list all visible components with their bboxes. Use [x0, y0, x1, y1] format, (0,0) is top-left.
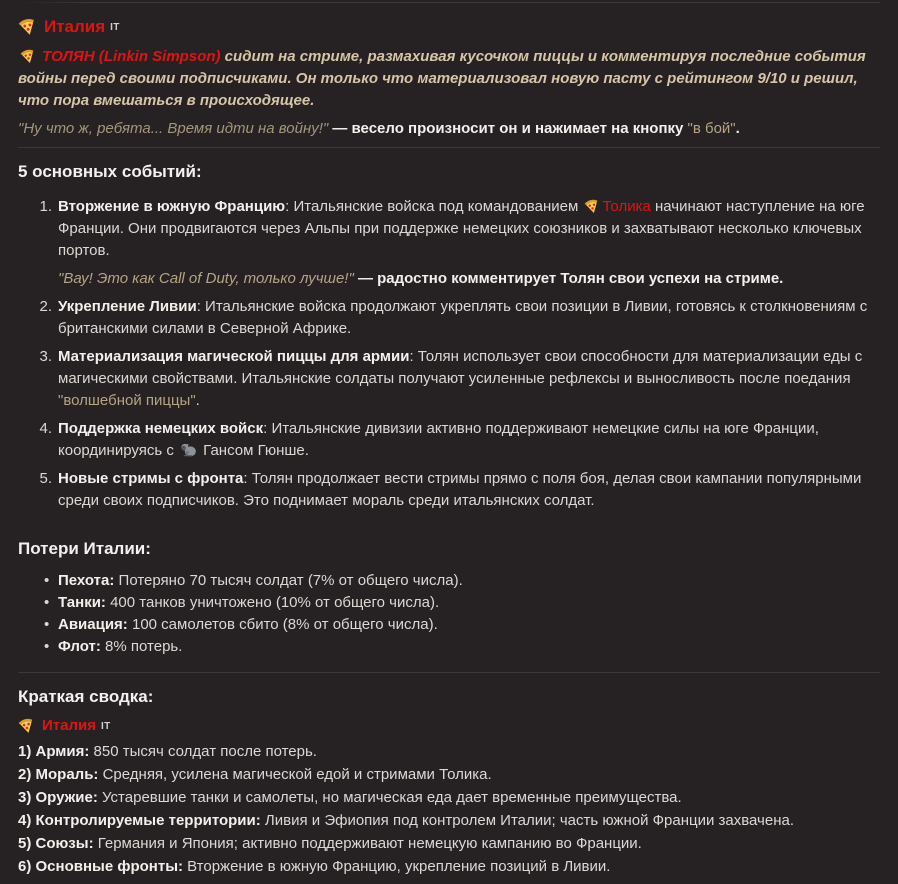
- summary-label: 3) Оружие:: [18, 789, 98, 806]
- commander-name: Толика: [602, 198, 651, 215]
- summary-value: 850 тысяч солдат после потерь.: [89, 743, 317, 760]
- battle-button-reference: "в бой": [687, 120, 736, 137]
- loss-item-tanks: [58, 592, 880, 614]
- summary-label: 1) Армия:: [18, 743, 90, 760]
- summary-line-morale: [18, 763, 880, 786]
- event-quote: [58, 268, 880, 290]
- events-list: [18, 196, 880, 512]
- summary-line-army: [18, 740, 880, 763]
- event-title: Материализация магической пиццы для армии: [58, 348, 410, 365]
- intro-text: сидит на стриме, размахивая кусочком пиццы и комментируя последние события войны перед своими подписчиками. Он только что материализовал новую пасту с рейтингом 9/10 и решил, что пора вмешаться в происходящее.: [18, 48, 866, 109]
- summary-value: Германия и Япония; активно поддерживают немецкую кампанию во Франции.: [93, 835, 642, 852]
- events-heading: 5 основных событий:: [18, 162, 202, 181]
- event-title: Вторжение в южную Францию: [58, 198, 286, 215]
- summary-label: 6) Основные фронты:: [18, 858, 183, 875]
- intro-paragraph: [18, 46, 880, 112]
- loss-value: Потеряно 70 тысяч солдат (7% от общего числа).: [114, 572, 463, 589]
- streamer-name: ТОЛЯН (Linkin Simpson): [42, 48, 221, 65]
- pizza-icon: [20, 48, 36, 64]
- country-tag-badge: IT: [100, 721, 111, 732]
- quote-line: [18, 118, 880, 140]
- country-header: [18, 15, 880, 38]
- list-number: 4.: [39, 420, 52, 437]
- summary-heading: Краткая сводка:: [18, 687, 154, 706]
- sentence-period: .: [735, 120, 740, 137]
- loss-value: 400 танков уничтожено (10% от общего числа).: [105, 594, 440, 611]
- summary-label: 4) Контролируемые территории:: [18, 812, 261, 829]
- loss-value: 8% потерь.: [100, 638, 183, 655]
- event-text: [58, 296, 880, 340]
- ally-name: Гансом Гюнше.: [199, 442, 309, 459]
- event-body: : Итальянские дивизии активно поддерживают немецкие силы на юге Франции, координируясь с: [58, 420, 819, 459]
- summary-country-line: [18, 714, 880, 737]
- list-number: 1.: [39, 198, 52, 215]
- event-item-streams: [39, 468, 880, 512]
- quote-narration: — радостно комментирует Толян свои успехи на стриме.: [353, 270, 784, 287]
- summary-line-territories: [18, 809, 880, 832]
- event-item-invasion: [39, 196, 880, 290]
- summary-lines: [18, 740, 880, 878]
- summary-value: Средняя, усилена магической едой и стримами Толика.: [98, 766, 492, 783]
- country-name: Италия: [42, 717, 96, 734]
- event-body: : Итальянские войска под командованием: [285, 198, 583, 215]
- event-text: [58, 418, 880, 462]
- loss-label: Флот:: [58, 638, 101, 655]
- pizza-icon: [584, 198, 600, 214]
- summary-line-weapons: [18, 786, 880, 809]
- event-item-libya: [39, 296, 880, 340]
- pizza-icon: [18, 17, 37, 36]
- summary-value: Вторжение в южную Францию, укрепление позиций в Ливии.: [183, 858, 611, 875]
- summary-label: 5) Союзы:: [18, 835, 94, 852]
- event-body: : Толян продолжает вести стримы прямо с поля боя, делая свои кампании популярными среди своих подписчиков. Это поднимает мораль среди итальянских солдат.: [58, 470, 862, 509]
- war-report-message: [18, 2, 880, 878]
- event-text: [58, 196, 880, 262]
- event-body: : Толян использует свои способности для материализации еды с магическими свойствами. Итальянские солдаты получают усиленные рефлексы и выносливость после поедания: [58, 348, 863, 387]
- stream-quote: "Вау! Это как Call of Duty, только лучше!": [58, 270, 354, 287]
- event-item-magic-pizza: [39, 346, 880, 412]
- event-body: начинают наступление на юге Франции. Они продвигаются через Альпы при поддержке немецких союзников и захватывают несколько ключевых портов.: [58, 198, 865, 259]
- loss-label: Авиация:: [58, 616, 128, 633]
- section-divider: [18, 147, 880, 148]
- loss-item-fleet: [58, 636, 880, 658]
- event-body: .: [195, 392, 200, 409]
- section-divider: [18, 672, 880, 673]
- event-title: Поддержка немецких войск: [58, 420, 264, 437]
- country-name: Италия: [44, 17, 106, 36]
- country-tag-badge: IT: [110, 22, 120, 33]
- gorilla-icon: [180, 441, 197, 458]
- event-title: Новые стримы с фронта: [58, 470, 244, 487]
- summary-line-fronts: [18, 855, 880, 878]
- loss-item-infantry: [58, 570, 880, 592]
- spoken-quote: "Ну что ж, ребята... Время идти на войну!": [18, 120, 329, 137]
- summary-line-alliances: [18, 832, 880, 855]
- event-text: [58, 468, 880, 512]
- loss-value: 100 самолетов сбито (8% от общего числа).: [127, 616, 438, 633]
- losses-heading: Потери Италии:: [18, 539, 151, 558]
- loss-label: Пехота:: [58, 572, 115, 589]
- event-text: [58, 346, 880, 412]
- summary-value: Устаревшие танки и самолеты, но магическая еда дает временные преимущества.: [97, 789, 682, 806]
- summary-value: Ливия и Эфиопия под контролем Италии; часть южной Франции захвачена.: [260, 812, 795, 829]
- magic-pizza-highlight: "волшебной пиццы": [58, 392, 196, 409]
- list-number: 5.: [39, 470, 52, 487]
- event-item-german-support: [39, 418, 880, 462]
- event-body: : Итальянские войска продолжают укреплять свои позиции в Ливии, готовясь к столкновениям с британскими силами в Северной Африке.: [58, 298, 868, 337]
- list-number: 2.: [39, 298, 52, 315]
- event-title: Укрепление Ливии: [58, 298, 197, 315]
- summary-label: 2) Мораль:: [18, 766, 99, 783]
- pizza-icon: [18, 717, 35, 734]
- loss-label: Танки:: [58, 594, 106, 611]
- narration-text: — весело произносит он и нажимает на кнопку: [328, 120, 688, 137]
- list-number: 3.: [39, 348, 52, 365]
- loss-item-aviation: [58, 614, 880, 636]
- top-divider: [18, 2, 880, 3]
- losses-list: [18, 570, 880, 658]
